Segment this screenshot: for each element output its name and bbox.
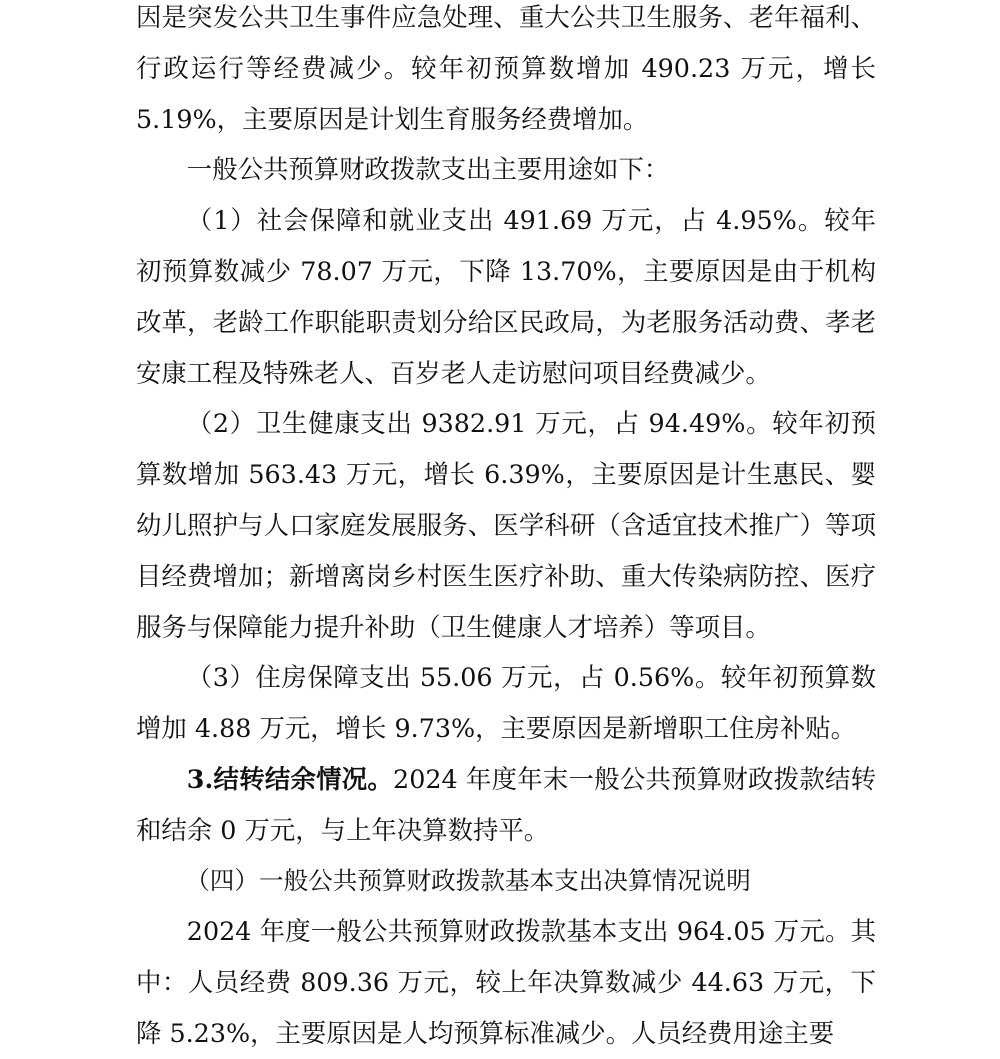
carryover-lead: 3.结转结余情况。 — [186, 763, 394, 794]
paragraph-carryover — [136, 754, 876, 856]
paragraph-continued: 因是突发公共卫生事件应急处理、重大公共卫生服务、老年福利、行政运行等经费减少。较年初预算数增加 490.23 万元，增长 5.19%，主要原因是计划生育服务经费增加。 — [136, 2, 876, 134]
document-page — [136, 0, 876, 1059]
paragraph-item-social-security: （1）社会保障和就业支出 491.69 万元，占 4.95%。较年初预算数减少 78.07 万元，下降 13.70%，主要原因是由于机构改革，老龄工作职能职责划分给区民政局，为老服务活动费、孝老安康工程及特殊老人、百岁老人走访慰问项目经费减少。 — [136, 205, 876, 388]
section-heading-basic-expenditure: （四）一般公共预算财政拨款基本支出决算情况说明 — [185, 865, 751, 895]
paragraph-basic-expenditure: 2024 年度一般公共预算财政拨款基本支出 964.05 万元。其中：人员经费 809.36 万元，较上年决算数减少 44.63 万元，下降 5.23%，主要原因是人均预算标准减少。人员经费用途主要 — [136, 916, 876, 1048]
paragraph-item-housing: （3）住房保障支出 55.06 万元，占 0.56%。较年初预算数增加 4.88 万元，增长 9.73%，主要原因是新增职工住房补贴。 — [136, 662, 876, 744]
carryover-body: 2024 年度年末一般公共预算财政拨款结转和结余 0 万元，与上年决算数持平。 — [136, 763, 876, 845]
paragraph-expenditure-intro: 一般公共预算财政拨款支出主要用途如下： — [186, 154, 670, 185]
paragraph-item-health: （2）卫生健康支出 9382.91 万元，占 94.49%。较年初预算数增加 563.43 万元，增长 6.39%，主要原因是计生惠民、婴幼儿照护与人口家庭发展服务、医学科研（含适宜技术推广）等项目经费增加；新增离岗乡村医生医疗补助、重大传染病防控、医疗服务与保障能力提升补助（卫生健康人才培养）等项目。 — [136, 408, 876, 642]
